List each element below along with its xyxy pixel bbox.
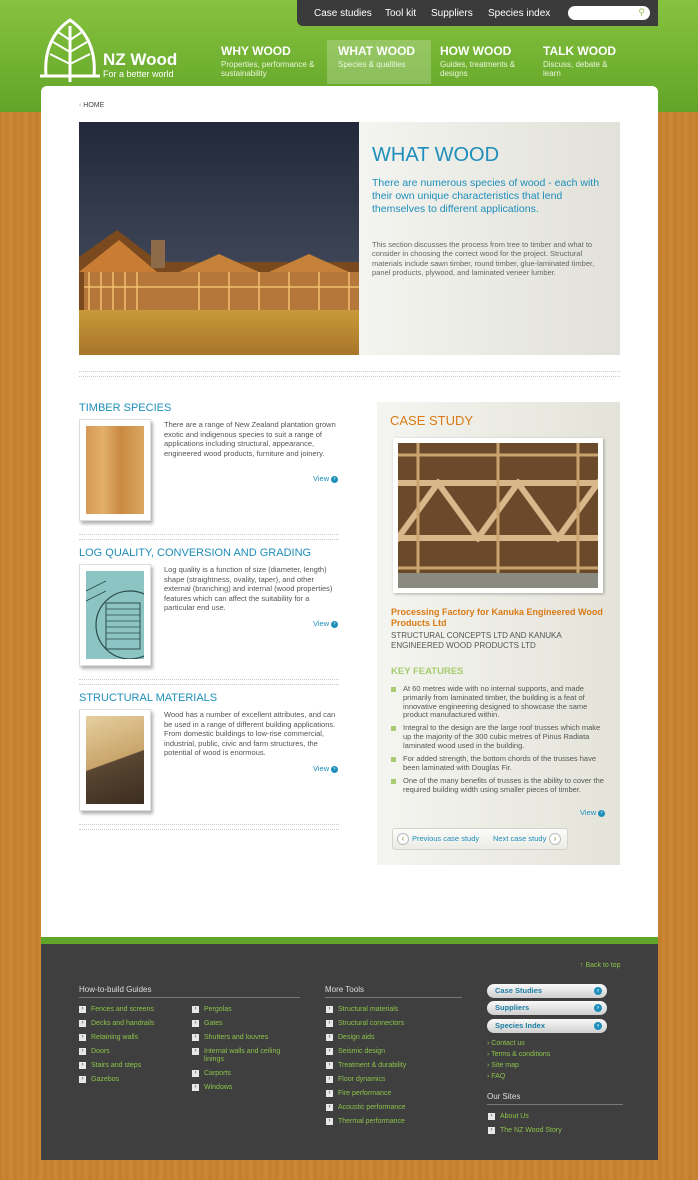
footer-link-label: Design aids [338, 1034, 375, 1041]
arrow-right-icon: › [331, 476, 338, 483]
footer-link-label: Gates [204, 1020, 223, 1027]
bullet-icon [391, 757, 396, 762]
nav-why-wood-sub: Properties, performance & sustainability [221, 60, 315, 78]
log-quality-view-link[interactable] [313, 619, 338, 628]
footer-link-label: Doors [91, 1048, 110, 1055]
divider [79, 534, 339, 540]
button-label: Case Studies [495, 986, 543, 995]
button-label: Species Index [495, 1021, 546, 1030]
search-icon[interactable]: ⚲ [638, 7, 645, 17]
arrow-right-icon: › [192, 1070, 199, 1077]
divider [79, 679, 339, 685]
footer-link-label: Seismic design [338, 1048, 386, 1055]
footer-link[interactable] [81, 1020, 155, 1028]
arrow-right-icon: › [488, 1113, 495, 1120]
footer-link[interactable] [328, 1062, 407, 1070]
suppliers-button[interactable] [487, 1001, 607, 1015]
divider [325, 997, 462, 998]
footer-link[interactable] [81, 1076, 120, 1084]
arrow-right-icon: › [326, 1104, 333, 1111]
nav-how-wood[interactable] [440, 44, 532, 84]
arrow-right-icon: › [326, 1048, 333, 1055]
arrow-right-icon: › [488, 1127, 495, 1134]
divider [79, 824, 339, 830]
footer-link-label: Acoustic performance [338, 1104, 406, 1111]
arrow-right-icon: › [331, 621, 338, 628]
arrow-right-icon: › [326, 1076, 333, 1083]
case-study-title-link[interactable]: Processing Factory for Kanuka Engineered Wood Products Ltd [391, 607, 603, 628]
footer-link-label: Fences and screens [91, 1006, 155, 1013]
footer-link[interactable] [328, 1090, 392, 1098]
key-feature-item [391, 724, 606, 750]
footer-link[interactable] [194, 1084, 233, 1092]
arrow-right-icon: › [326, 1006, 333, 1013]
species-index-button[interactable] [487, 1019, 607, 1033]
button-label: Suppliers [495, 1003, 530, 1012]
arrow-right-icon: › [326, 1062, 333, 1069]
terms-link[interactable]: › Terms & conditions [487, 1051, 551, 1058]
topnav-tool-kit[interactable]: Tool kit [385, 8, 417, 19]
hero-lead: There are numerous species of wood - each with their own unique characteristics that lend themselves to different applications. [372, 177, 600, 215]
view-label: View [580, 808, 597, 817]
footer-link[interactable] [81, 1048, 110, 1056]
footer-link[interactable] [194, 1048, 294, 1064]
nav-how-wood-title: HOW WOOD [440, 44, 512, 58]
log-quality-thumbnail[interactable] [79, 564, 151, 666]
arrow-right-icon: › [79, 1034, 86, 1041]
footer-link[interactable] [81, 1062, 142, 1070]
hero-image [79, 122, 359, 355]
footer-link-label: Retaining walls [91, 1034, 139, 1041]
key-feature-item [391, 777, 606, 795]
case-study-heading: CASE STUDY [390, 413, 474, 428]
footer-link-label: Windows [204, 1084, 233, 1091]
arrow-right-icon: › [326, 1034, 333, 1041]
case-study-pager [392, 828, 568, 850]
case-study-image[interactable] [393, 438, 603, 593]
nav-talk-wood-sub: Discuss, debate & learn [543, 60, 608, 78]
previous-case-study-link[interactable]: Previous case study [412, 834, 480, 843]
nav-why-wood-title: WHY WOOD [221, 44, 291, 58]
section-timber-species-text: There are a range of New Zealand plantation grown exotic and indigenous species to suit a range of applications including structural, appearance, engineered wood products, furniture and joinery. [164, 420, 336, 458]
footer-link[interactable] [328, 1034, 375, 1042]
tree-logo-icon[interactable] [40, 18, 100, 84]
footer-link[interactable] [81, 1034, 139, 1042]
topnav-suppliers[interactable]: Suppliers [431, 8, 473, 19]
arrow-right-icon: › [79, 1020, 86, 1027]
footer-link-label: The NZ Wood Story [500, 1127, 562, 1134]
footer-link-label: Stairs and steps [91, 1062, 142, 1069]
key-feature-item [391, 755, 606, 773]
breadcrumb-arrow-icon: ‹ [79, 102, 84, 109]
arrow-right-icon: › [326, 1090, 333, 1097]
case-study-view-link[interactable] [580, 808, 605, 817]
footer-link-label: Pergolas [204, 1006, 232, 1013]
arrow-right-icon: › [79, 1006, 86, 1013]
nav-what-wood-title: WHAT WOOD [338, 44, 416, 58]
key-feature-text: One of the many benefits of trusses is the ability to cover the required building width using smaller pieces of timber. [403, 776, 604, 794]
logo-tagline: For a better world [103, 69, 174, 79]
view-label: View [313, 474, 330, 483]
arrow-right-icon: › [192, 1020, 199, 1027]
chevron-left-icon[interactable]: ‹ [397, 833, 409, 845]
footer-link[interactable] [328, 1048, 386, 1056]
arrow-right-icon: › [192, 1034, 199, 1041]
guides-heading: How-to-build Guides [79, 985, 152, 994]
next-case-study-link[interactable]: Next case study [493, 834, 547, 843]
key-feature-text: At 60 metres wide with no internal supports, and made primarily from laminated timber, the building is a feat of innovative engineering designed to showcase the same product manufactured within. [403, 684, 588, 720]
more-tools-heading: More Tools [325, 985, 364, 994]
nav-talk-wood-title: TALK WOOD [543, 44, 617, 58]
footer-link[interactable] [490, 1127, 562, 1135]
search-input[interactable] [568, 6, 650, 20]
arrow-right-icon: › [79, 1076, 86, 1083]
footer-link-label: Shutters and louvres [204, 1034, 269, 1041]
hero-description: This section discusses the process from tree to timber and what to consider in choosing the correct wood for the project. Structural materials include sawn timber, round timber, glue-laminated timber, panel products, plywood, and laminated veneer lumber. [372, 240, 595, 277]
contact-link[interactable]: › Contact us [487, 1040, 525, 1047]
footer-link-label: Carports [204, 1070, 231, 1077]
arrow-right-icon: › [192, 1048, 199, 1055]
footer-link[interactable] [328, 1076, 386, 1084]
arrow-right-icon: › [326, 1020, 333, 1027]
timber-species-view-link[interactable] [313, 474, 338, 483]
section-log-quality-title[interactable]: LOG QUALITY, CONVERSION AND GRADING [79, 547, 312, 559]
case-studies-button[interactable] [487, 984, 607, 998]
topnav-species-index[interactable]: Species index [488, 8, 551, 19]
arrow-right-icon: › [598, 810, 605, 817]
key-feature-text: Integral to the design are the large roof trusses which make up the majority of the 300 cubic metres of Pinus Radiata laminated wood used in the building. [403, 723, 601, 750]
arrow-right-icon: › [79, 1062, 86, 1069]
bullet-icon [391, 779, 396, 784]
footer-link[interactable] [328, 1020, 405, 1028]
section-structural-materials-text: Wood has a number of excellent attributes, and can be used in a range of different building applications. From domestic buildings to low-rise commercial, industrial, public, civic and farm structures, the potential of wood is enormous. [164, 710, 336, 757]
logo-name[interactable]: NZ Wood [103, 50, 178, 69]
key-feature-text: For added strength, the bottom chords of the trusses have been laminated with Douglas Fir. [403, 754, 597, 772]
chevron-right-icon[interactable]: › [549, 833, 561, 845]
nav-what-wood[interactable] [327, 40, 431, 84]
key-features-heading: KEY FEATURES [391, 666, 464, 677]
footer-link[interactable] [328, 1118, 405, 1126]
nav-why-wood[interactable] [221, 44, 321, 84]
section-structural-materials-title[interactable]: STRUCTURAL MATERIALS [79, 692, 218, 704]
arrow-right-icon: › [594, 1004, 602, 1012]
view-label: View [313, 619, 330, 628]
bullet-icon [391, 726, 396, 731]
footer-link[interactable] [328, 1104, 406, 1112]
arrow-right-icon: › [594, 987, 602, 995]
view-label: View [313, 764, 330, 773]
footer-link[interactable] [194, 1006, 232, 1014]
footer-link-label: Gazebos [91, 1076, 120, 1083]
structural-materials-view-link[interactable] [313, 764, 338, 773]
footer-link[interactable] [194, 1020, 223, 1028]
footer-divider [41, 937, 658, 944]
faq-link[interactable]: › FAQ [487, 1073, 506, 1080]
page-title: WHAT WOOD [372, 144, 500, 166]
case-study-company: STRUCTURAL CONCEPTS LTD AND KANUKA ENGINEERED WOOD PRODUCTS LTD [391, 631, 562, 650]
nav-how-wood-sub: Guides, treatments & designs [440, 60, 516, 78]
footer-link-label: Decks and handrails [91, 1020, 155, 1027]
footer-link-label: Treatment & durability [338, 1062, 407, 1069]
footer-link-label: Internal walls and ceiling linings [204, 1048, 281, 1063]
back-to-top-link[interactable]: ↑ Back to top [580, 962, 621, 969]
footer-link[interactable] [490, 1113, 529, 1121]
topnav-case-studies[interactable]: Case studies [314, 8, 372, 19]
footer-link-label: About Us [500, 1113, 529, 1120]
key-feature-item [391, 685, 606, 720]
timber-species-thumbnail[interactable] [79, 419, 151, 521]
section-timber-species-title[interactable]: TIMBER SPECIES [79, 402, 172, 414]
divider [487, 1104, 623, 1105]
structural-materials-thumbnail[interactable] [79, 709, 151, 811]
footer-link-label: Structural materials [338, 1006, 399, 1013]
footer-link[interactable] [81, 1006, 155, 1014]
divider [79, 997, 300, 998]
footer-link[interactable] [194, 1070, 231, 1078]
arrow-right-icon: › [326, 1118, 333, 1125]
arrow-right-icon: › [79, 1048, 86, 1055]
site-map-link[interactable]: › Site map [487, 1062, 519, 1069]
footer-link[interactable] [328, 1006, 399, 1014]
footer-link-label: Floor dynamics [338, 1076, 386, 1083]
breadcrumb-home-link[interactable]: HOME [83, 102, 105, 109]
our-sites-heading: Our Sites [487, 1092, 521, 1101]
footer-link[interactable] [194, 1034, 269, 1042]
footer-link-label: Structural connectors [338, 1020, 405, 1027]
arrow-right-icon: › [192, 1084, 199, 1091]
nav-what-wood-sub: Species & qualities [338, 60, 406, 69]
breadcrumb [79, 102, 104, 109]
bullet-icon [391, 687, 396, 692]
section-log-quality-text: Log quality is a function of size (diameter, length) shape (straightness, ovality, taper), and other external (branching) and internal (wood properties) features which can affect the suitability for a particular end use. [164, 565, 333, 612]
arrow-right-icon: › [192, 1006, 199, 1013]
arrow-right-icon: › [594, 1022, 602, 1030]
footer-link-label: Thermal performance [338, 1118, 405, 1125]
footer-link-label: Fire performance [338, 1090, 392, 1097]
nav-talk-wood[interactable] [543, 44, 623, 84]
arrow-right-icon: › [331, 766, 338, 773]
divider [79, 371, 620, 377]
